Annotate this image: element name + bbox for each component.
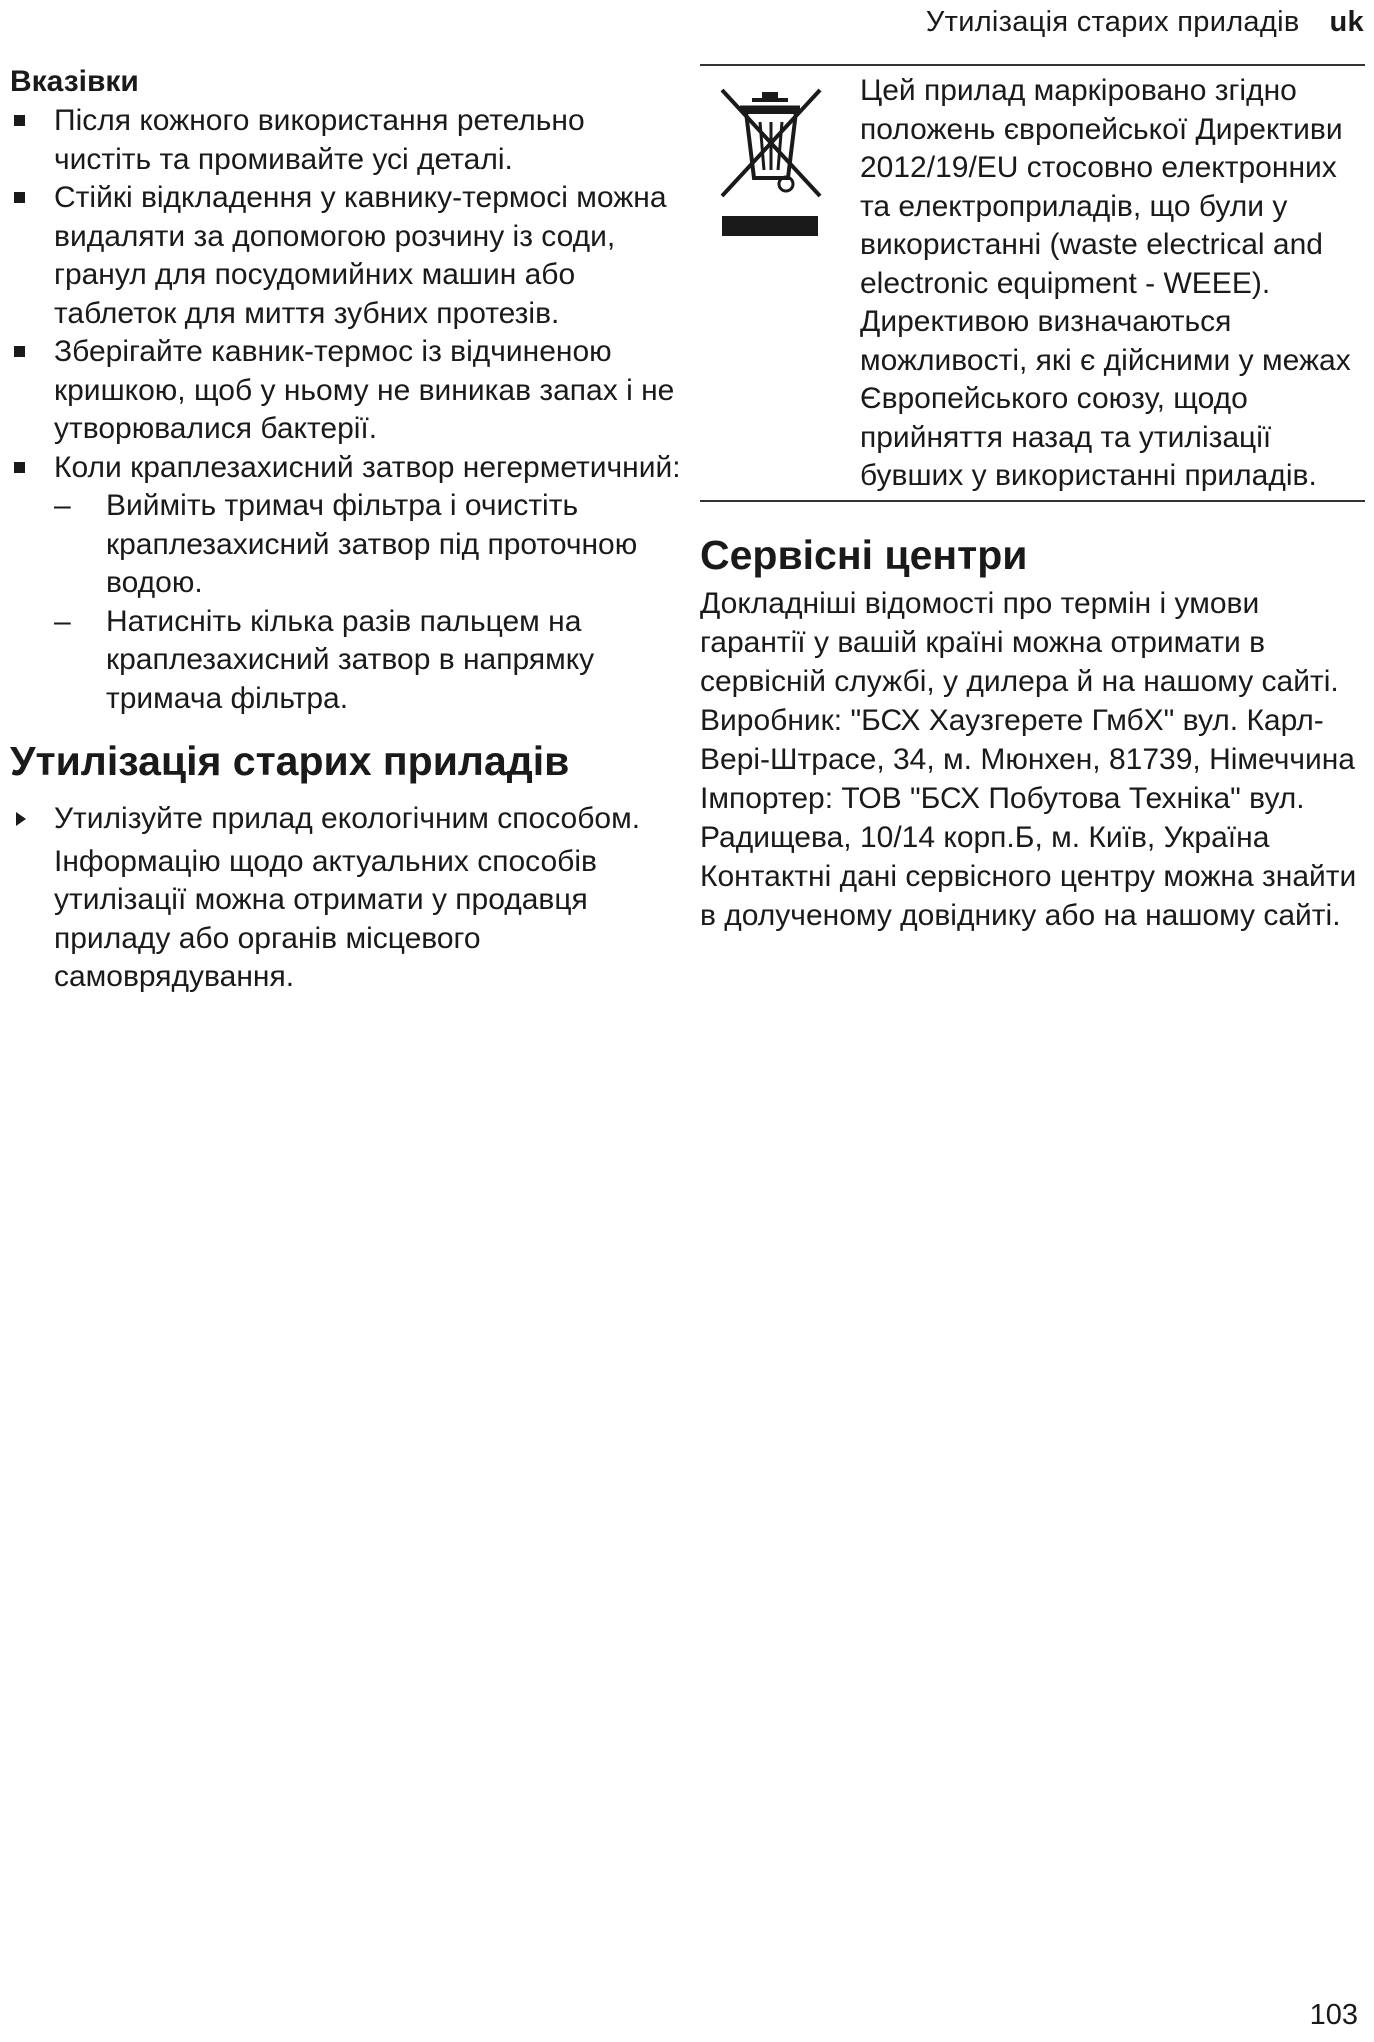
manufacturer-paragraph: Виробник: "БСХ Хаузгерете ГмбХ" вул. Карл-Вері-Штрасе, 34, м. Мюнхен, 81739, Німеччина <box>700 703 1355 776</box>
sub-list-item <box>10 603 690 719</box>
square-bullet-icon <box>14 192 25 203</box>
disposal-action <box>10 800 690 839</box>
sub-list-item-text: Натисніть кілька разів пальцем на краплезахисний затвор в напрямку тримача фільтра. <box>106 604 595 715</box>
list-item <box>10 333 690 449</box>
sub-list <box>10 487 690 718</box>
weee-notice <box>700 64 1365 502</box>
triangle-bullet-icon <box>16 812 26 826</box>
notes-list <box>10 102 690 718</box>
dash-bullet: – <box>54 489 71 522</box>
disposal-heading: Утилізація старих приладів <box>10 738 570 784</box>
notes-heading: Вказівки <box>10 65 139 98</box>
disposal-info: Інформацію щодо актуальних способів утилізації можна отримати у продавця приладу або органів місцевого самоврядування. <box>54 844 597 993</box>
left-column <box>10 64 690 997</box>
list-item-text: Коли краплезахисний затвор негерметичний: <box>54 450 681 484</box>
importer-paragraph: Імпортер: ТОВ "БСХ Побутова Техніка" вул. Радищева, 10/14 корп.Б, м. Київ, Україна <box>700 781 1305 854</box>
list-item-text: Зберігайте кавник-термос із відчиненою кришкою, щоб у ньому не виникав запах і не утворювалися бактерії. <box>54 335 675 445</box>
square-bullet-icon <box>14 115 25 126</box>
page-number: 103 <box>1309 1999 1358 2031</box>
right-column <box>700 64 1365 935</box>
list-item-text: Після кожного використання ретельно чистіть та промивайте усі деталі. <box>54 104 585 176</box>
language-code: uk <box>1329 6 1364 38</box>
crossed-out-wheeled-bin-icon <box>700 72 860 496</box>
sub-list-item-text: Вийміть тримач фільтра і очистіть краплезахисний затвор під проточною водою. <box>106 489 638 599</box>
list-item <box>10 179 690 333</box>
service-paragraph: Докладніші відомості про термін і умови гарантії у вашій країні можна отримати в сервісній службі, у дилера й на нашому сайті. <box>700 586 1339 698</box>
square-bullet-icon <box>14 346 25 357</box>
list-item <box>10 102 690 179</box>
sub-list-item <box>10 487 690 603</box>
square-bullet-icon <box>14 462 25 473</box>
list-item <box>10 449 690 719</box>
disposal-action-text: Утилізуйте прилад екологічним способом. <box>54 802 641 835</box>
contact-paragraph: Контактні дані сервісного центру можна знайти в долученому довіднику або на нашому сайті. <box>700 859 1357 932</box>
list-item-text: Стійкі відкладення у кавнику-термосі можна видаляти за допомогою розчину із соди, гранул для посудомийних машин або таблеток для миття зубних протезів. <box>54 181 667 330</box>
dash-bullet: – <box>54 604 71 638</box>
weee-text: Цей прилад маркіровано згідно положень європейської Директиви 2012/19/EU стосовно електронних та електроприладів, що були у використанні (waste electrical and electronic equipment - WEEE). Директивою визначаються можливості, які є дійсними у межах Європейського союзу, щодо прийняття назад та утилізації бувших у використанні приладів. <box>860 74 1351 492</box>
service-heading: Сервісні центри <box>700 531 1028 578</box>
header-section-title: Утилізація старих приладів <box>925 6 1300 38</box>
running-header <box>926 6 1364 39</box>
